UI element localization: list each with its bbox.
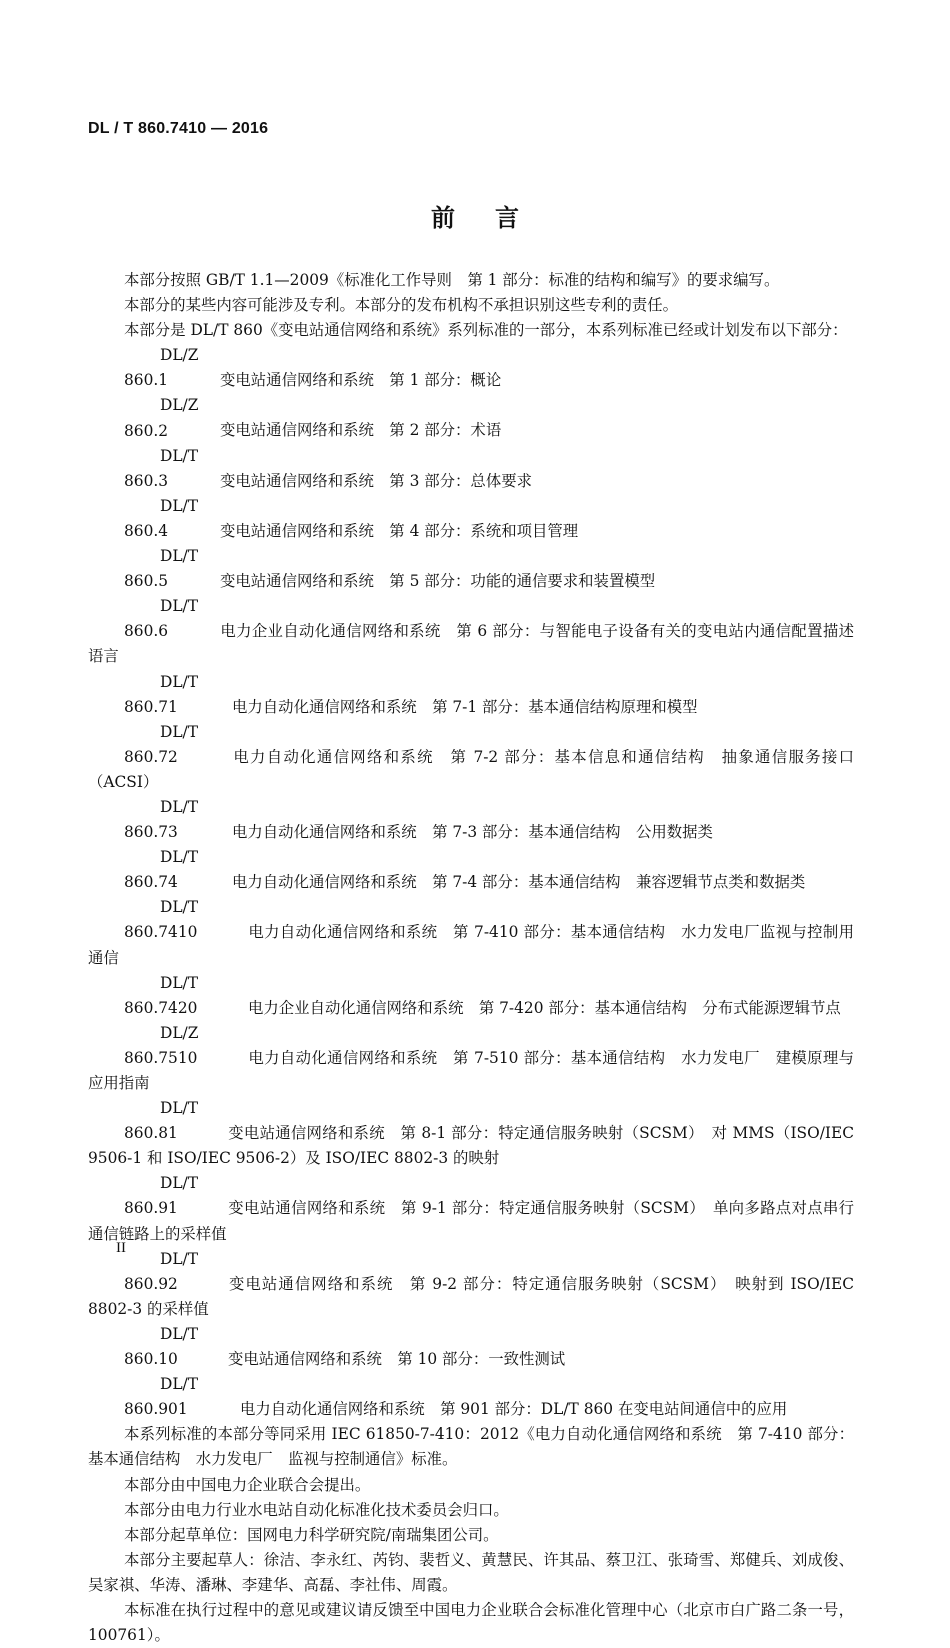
series-title: 电力自动化通信网络和系统 第 7-2 部分：基本信息和通信结构 抽象通信服务接口（ACSI） [88, 747, 854, 791]
series-code: DL/Z 860.2 [124, 396, 199, 440]
series-item [88, 1372, 854, 1422]
series-code: DL/T 860.71 [124, 672, 199, 716]
series-item [88, 670, 854, 720]
series-item [88, 393, 854, 443]
series-title: 电力企业自动化通信网络和系统 第 6 部分：与智能电子设备有关的变电站内通信配置描述语言 [88, 622, 854, 666]
series-item [88, 1322, 854, 1372]
series-code: DL/T 860.7410 [124, 898, 199, 942]
page-title: 前言 [431, 204, 559, 232]
standard-code-header: DL / T 860.7410 — 2016 [88, 120, 269, 137]
series-code: DL/Z 860.1 [124, 346, 199, 390]
series-title: 电力自动化通信网络和系统 第 7-510 部分：基本通信结构 水力发电厂 建模原理与应用指南 [88, 1048, 854, 1092]
paragraph-committee: 本部分由电力行业水电站自动化标准化技术委员会归口。 [124, 1500, 509, 1519]
series-code: DL/T 860.92 [124, 1249, 199, 1293]
paragraph-series-intro: 本部分是 DL/T 860《变电站通信网络和系统》系列标准的一部分，本系列标准已经或计划发布以下部分： [124, 321, 848, 340]
series-title: 变电站通信网络和系统 第 9-2 部分：特定通信服务映射（SCSM） 映射到 ISO/IEC 8802-3 的采样值 [88, 1274, 854, 1318]
series-title: 变电站通信网络和系统 第 5 部分：功能的通信要求和装置模型 [220, 572, 656, 591]
paragraph-patent: 本部分的某些内容可能涉及专利。本部分的发布机构不承担识别这些专利的责任。 [124, 296, 679, 315]
series-item [88, 895, 854, 970]
series-item [88, 494, 854, 544]
series-title: 变电站通信网络和系统 第 1 部分：概论 [220, 371, 502, 390]
paragraph-drafters: 本部分主要起草人：徐洁、李永红、芮钧、裴哲义、黄慧民、许其品、蔡卫江、张琦雪、郑健兵、刘成俊、吴家祺、华涛、潘琳、李建华、高磊、李社伟、周霞。 [88, 1550, 854, 1594]
series-code: DL/T 860.72 [124, 722, 199, 766]
series-title: 电力自动化通信网络和系统 第 7-3 部分：基本通信结构 公用数据类 [232, 823, 713, 842]
series-code: DL/T 860.3 [124, 446, 199, 490]
paragraph-basis: 本部分按照 GB/T 1.1—2009《标准化工作导则 第 1 部分：标准的结构和编写》的要求编写。 [124, 271, 780, 289]
series-title: 变电站通信网络和系统 第 8-1 部分：特定通信服务映射（SCSM） 对 MMS（ISO/IEC 9506-1 和 ISO/IEC 9506-2）及 ISO/IEC 8802-3 的映射 [88, 1124, 854, 1168]
series-title: 变电站通信网络和系统 第 4 部分：系统和项目管理 [220, 521, 579, 540]
paragraph-proposer: 本部分由中国电力企业联合会提出。 [124, 1475, 371, 1494]
series-title: 电力自动化通信网络和系统 第 7-410 部分：基本通信结构 水力发电厂监视与控制用通信 [88, 923, 854, 967]
series-title: 电力企业自动化通信网络和系统 第 7-420 部分：基本通信结构 分布式能源逻辑节点 [248, 998, 841, 1017]
series-code: DL/T 860.901 [124, 1375, 199, 1419]
series-item [88, 1247, 854, 1322]
series-title: 变电站通信网络和系统 第 10 部分：一致性测试 [228, 1350, 566, 1369]
series-title: 电力自动化通信网络和系统 第 901 部分：DL/T 860 在变电站间通信中的应用 [240, 1400, 788, 1419]
document-body [88, 268, 854, 1648]
series-code: DL/T 860.73 [124, 797, 199, 842]
page-number: II [116, 1240, 126, 1256]
series-item [88, 343, 854, 393]
series-item [88, 971, 854, 1021]
series-item [88, 1021, 854, 1096]
series-code: DL/T 860.4 [124, 496, 199, 540]
paragraph-feedback: 本标准在执行过程中的意见或建议请反馈至中国电力企业联合会标准化管理中心（北京市白广路二条一号，100761）。 [88, 1600, 854, 1645]
series-title: 变电站通信网络和系统 第 9-1 部分：特定通信服务映射（SCSM） 单向多路点对点串行通信链路上的采样值 [88, 1199, 854, 1243]
series-title: 电力自动化通信网络和系统 第 7-4 部分：基本通信结构 兼容逻辑节点类和数据类 [232, 873, 806, 892]
series-item [88, 845, 854, 895]
series-item [88, 795, 854, 845]
series-title: 变电站通信网络和系统 第 3 部分：总体要求 [220, 471, 532, 490]
series-code: DL/T 860.74 [124, 848, 199, 892]
series-code: DL/T 860.6 [124, 597, 199, 641]
series-item [88, 544, 854, 594]
series-code: DL/T 860.91 [124, 1174, 199, 1218]
series-item [88, 594, 854, 669]
series-title: 变电站通信网络和系统 第 2 部分：术语 [220, 421, 502, 440]
series-code: DL/T 860.81 [124, 1099, 199, 1143]
paragraph-adoption: 本系列标准的本部分等同采用 IEC 61850-7-410：2012《电力自动化通信网络和系统 第 7-410 部分：基本通信结构 水力发电厂 监视与控制通信》标准。 [88, 1425, 854, 1469]
series-code: DL/T 860.5 [124, 547, 199, 591]
series-item [88, 720, 854, 795]
series-code: DL/T 860.10 [124, 1324, 199, 1369]
series-code: DL/T 860.7420 [124, 973, 199, 1017]
series-title: 电力自动化通信网络和系统 第 7-1 部分：基本通信结构原理和模型 [232, 697, 698, 716]
series-code: DL/Z 860.7510 [124, 1023, 199, 1067]
paragraph-drafting-unit: 本部分起草单位：国网电力科学研究院/南瑞集团公司。 [124, 1525, 499, 1544]
series-item [88, 1171, 854, 1246]
series-item [88, 1096, 854, 1171]
series-item [88, 444, 854, 494]
